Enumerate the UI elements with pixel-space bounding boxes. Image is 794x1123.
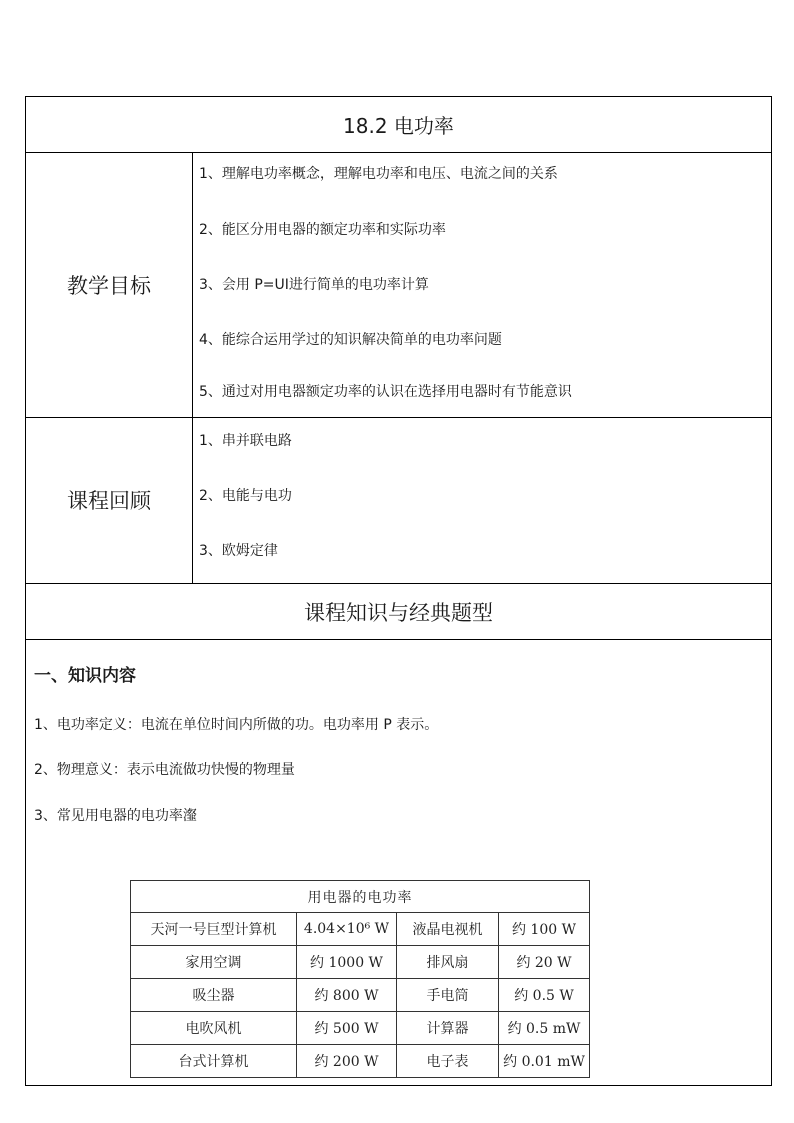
table-row — [131, 979, 590, 1012]
knowledge-paragraph: 1、电功率定义：电流在单位时间内所做的功。电功率用 P 表示。 — [34, 717, 439, 733]
appliance-name: 电子表 — [397, 1045, 499, 1078]
lesson-title: 18.2 电功率 — [343, 114, 454, 138]
appliance-power: 约 500 W — [297, 1012, 397, 1045]
objectives-label: 教学目标 — [67, 273, 151, 298]
knowledge-paragraph: 3、常见用电器的电功率瀣 — [34, 808, 197, 824]
appliance-power: 约 1000 W — [297, 946, 397, 979]
review-item: 1、串并联电路 — [199, 433, 292, 449]
appliance-name: 计算器 — [397, 1012, 499, 1045]
objective-item: 1、理解电功率概念，理解电功率和电压、电流之间的关系 — [199, 166, 558, 182]
table-row — [131, 946, 590, 979]
objective-item: 4、能综合运用学过的知识解决简单的电功率问题 — [199, 332, 502, 348]
divider — [26, 639, 771, 640]
knowledge-paragraph: 2、物理意义：表示电流做功快慢的物理量 — [34, 762, 295, 778]
appliance-power: 约 0.5 W — [499, 979, 590, 1012]
power-table — [130, 880, 590, 1078]
appliance-name: 天河一号巨型计算机 — [131, 913, 297, 946]
table-row — [131, 1012, 590, 1045]
appliance-power: 4.04×10⁶ W — [297, 913, 397, 946]
appliance-power: 约 0.5 mW — [499, 1012, 590, 1045]
table-row — [131, 913, 590, 946]
section-title: 课程知识与经典题型 — [304, 600, 493, 625]
appliance-power: 约 200 W — [297, 1045, 397, 1078]
lesson-plan-frame — [25, 96, 772, 1086]
table-caption: 用电器的电功率 — [131, 881, 590, 913]
appliance-name: 手电筒 — [397, 979, 499, 1012]
knowledge-heading: 一、知识内容 — [34, 666, 136, 686]
appliance-power: 约 20 W — [499, 946, 590, 979]
appliance-name: 吸尘器 — [131, 979, 297, 1012]
review-item: 2、电能与电功 — [199, 488, 292, 504]
appliance-power: 约 0.01 mW — [499, 1045, 590, 1078]
objective-item: 2、能区分用电器的额定功率和实际功率 — [199, 222, 446, 238]
review-label: 课程回顾 — [67, 489, 151, 513]
appliance-name: 排风扇 — [397, 946, 499, 979]
appliance-name: 液晶电视机 — [397, 913, 499, 946]
objective-item: 3、会用 P=UI进行简单的电功率计算 — [199, 277, 429, 293]
review-item: 3、欧姆定律 — [199, 543, 278, 559]
appliance-power: 约 800 W — [297, 979, 397, 1012]
appliance-name: 电吹风机 — [131, 1012, 297, 1045]
column-divider — [192, 152, 193, 583]
appliance-name: 台式计算机 — [131, 1045, 297, 1078]
table-row — [131, 1045, 590, 1078]
objective-item: 5、通过对用电器额定功率的认识在选择用电器时有节能意识 — [199, 384, 572, 400]
appliance-power: 约 100 W — [499, 913, 590, 946]
appliance-name: 家用空调 — [131, 946, 297, 979]
